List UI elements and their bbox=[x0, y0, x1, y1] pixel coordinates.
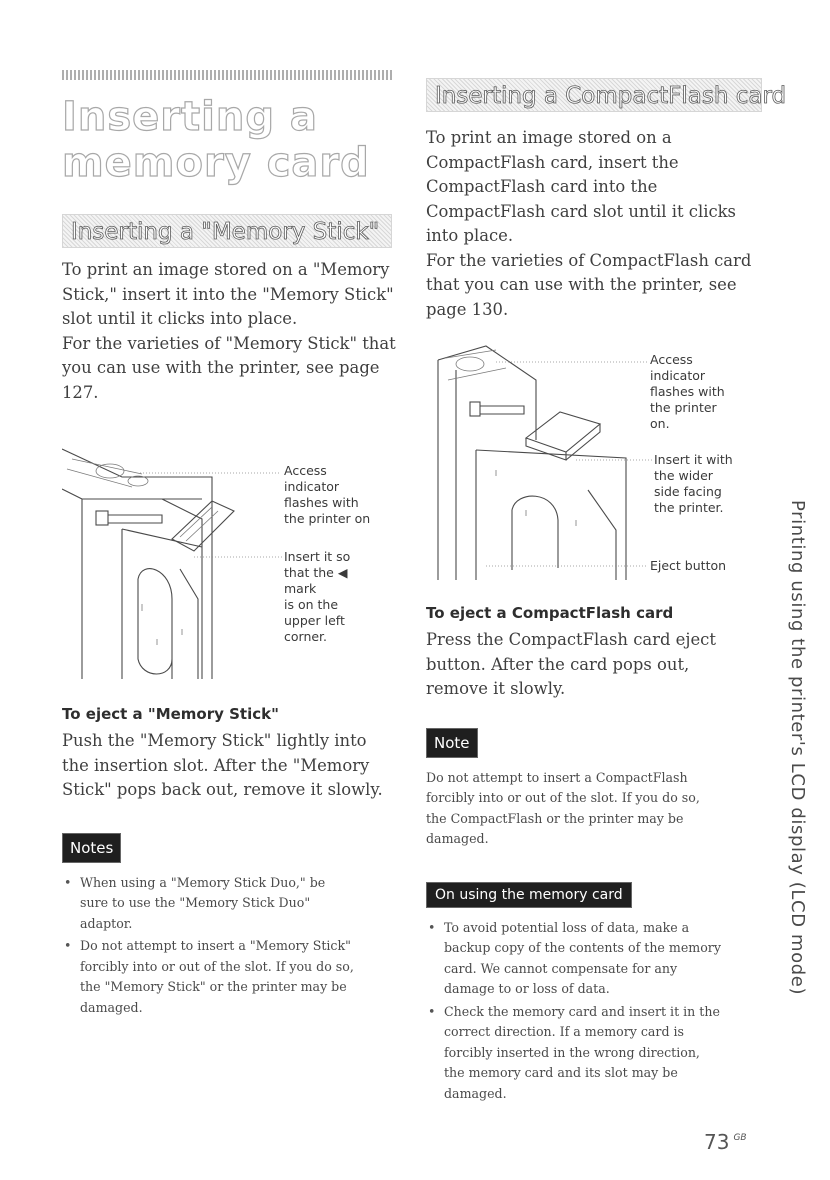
text-line: Push the "Memory Stick" lightly into bbox=[62, 731, 367, 750]
memory-stick-intro bbox=[62, 258, 398, 405]
section-title: Inserting a CompactFlash card bbox=[435, 83, 787, 109]
section-header-memory-stick bbox=[62, 214, 392, 248]
chapter-title: Inserting a memory card bbox=[62, 94, 370, 186]
cf-insert-direction-callout bbox=[654, 452, 733, 516]
note-line: forcibly into or out of the slot. If you do so, bbox=[426, 790, 700, 805]
note-item bbox=[62, 873, 398, 935]
note-line: the memory card and its slot may be bbox=[444, 1065, 678, 1080]
callout-line: Access bbox=[650, 352, 693, 367]
callout-line: upper left bbox=[284, 613, 345, 628]
compactflash-note bbox=[426, 768, 762, 850]
callout-line: the printer on bbox=[284, 511, 371, 526]
memory-card-usage-badge: On using the memory card bbox=[426, 882, 632, 908]
text-line: For the varieties of CompactFlash card bbox=[426, 250, 752, 270]
page-number bbox=[704, 1130, 747, 1154]
memory-stick-illustration bbox=[62, 429, 398, 685]
note-line: • When using a "Memory Stick Duo," be bbox=[80, 874, 326, 890]
note-line: damage to or loss of data. bbox=[444, 981, 610, 996]
note-line: • Check the memory card and insert it in the bbox=[444, 1003, 720, 1019]
text-line: page 130. bbox=[426, 299, 509, 319]
callout-line: is on the bbox=[284, 597, 339, 612]
page-region-suffix: GB bbox=[733, 1133, 747, 1143]
compactflash-illustration bbox=[426, 340, 762, 588]
text-line: remove it slowly. bbox=[426, 679, 566, 698]
text-line: CompactFlash card into the bbox=[426, 177, 658, 196]
callout-line: Insert it so bbox=[284, 549, 351, 564]
chapter-side-tab bbox=[778, 500, 818, 996]
text-line: button. After the card pops out, bbox=[426, 654, 690, 674]
eject-memory-stick-heading: To eject a "Memory Stick" bbox=[62, 705, 279, 723]
note-badge: Note bbox=[426, 728, 478, 758]
text-line: CompactFlash card slot until it clicks bbox=[426, 201, 736, 221]
right-column bbox=[426, 78, 787, 1106]
callout-line: on. bbox=[650, 416, 670, 431]
note-line: adaptor. bbox=[80, 915, 133, 931]
eject-memory-stick-text bbox=[62, 729, 398, 803]
text-line: the insertion slot. After the "Memory bbox=[62, 755, 370, 775]
note-line: the "Memory Stick" or the printer may be bbox=[80, 979, 347, 994]
text-line: into place. bbox=[426, 226, 514, 245]
callout-line: indicator bbox=[284, 479, 340, 494]
insert-direction-callout bbox=[284, 549, 350, 645]
note-line: • Do not attempt to insert a "Memory Stick" bbox=[80, 938, 351, 953]
text-line: To print an image stored on a bbox=[426, 128, 672, 147]
note-item bbox=[426, 918, 762, 1000]
text-line: For the varieties of "Memory Stick" that bbox=[62, 333, 396, 353]
notes-badge: Notes bbox=[62, 833, 121, 863]
callout-line: that the ◀ bbox=[284, 565, 348, 580]
callout-line: the printer. bbox=[654, 500, 724, 515]
note-line: correct direction. If a memory card is bbox=[444, 1024, 684, 1039]
section-title: Inserting a "Memory Stick" bbox=[71, 219, 380, 245]
callout-line: the wider bbox=[654, 468, 713, 483]
note-line: damaged. bbox=[80, 999, 143, 1015]
text-line: Stick" pops back out, remove it slowly. bbox=[62, 780, 383, 799]
callout-line: Access bbox=[284, 463, 327, 478]
callout-line: side facing bbox=[654, 484, 722, 499]
note-line: sure to use the "Memory Stick Duo" bbox=[80, 895, 311, 910]
memory-card-usage-list bbox=[426, 918, 762, 1105]
callout-line: flashes with bbox=[650, 384, 725, 399]
callout-line: Insert it with bbox=[654, 452, 733, 467]
note-line: forcibly into or out of the slot. If you do so, bbox=[80, 958, 354, 974]
cf-access-indicator-callout bbox=[650, 352, 725, 432]
text-line: that you can use with the printer, see bbox=[426, 275, 737, 294]
text-line: Stick," insert it into the "Memory Stick" bbox=[62, 284, 394, 304]
note-line: damaged. bbox=[426, 831, 489, 846]
text-line: 127. bbox=[62, 382, 99, 402]
note-item bbox=[62, 936, 398, 1018]
note-line: card. We cannot compensate for any bbox=[444, 960, 678, 976]
note-line: • To avoid potential loss of data, make a bbox=[444, 919, 690, 935]
left-column bbox=[62, 70, 398, 1020]
text-line: CompactFlash card, insert the bbox=[426, 152, 679, 172]
page-number-value: 73 bbox=[704, 1130, 730, 1154]
note-line: backup copy of the contents of the memory bbox=[444, 940, 721, 955]
chapter-side-label: Printing using the printer's LCD display (LCD mode) bbox=[787, 500, 808, 996]
text-line: Press the CompactFlash card eject bbox=[426, 630, 716, 649]
section-header-compactflash bbox=[426, 78, 787, 112]
title-dotted-rule bbox=[62, 70, 392, 80]
note-line: forcibly inserted in the wrong direction, bbox=[444, 1044, 700, 1060]
note-line: the CompactFlash or the printer may be bbox=[426, 810, 684, 826]
access-indicator-callout bbox=[284, 463, 370, 527]
eject-compactflash-heading: To eject a CompactFlash card bbox=[426, 604, 674, 622]
callout-line: mark bbox=[284, 581, 317, 596]
callout-line: corner. bbox=[284, 629, 328, 644]
callout-line: the printer bbox=[650, 400, 717, 415]
notes-list bbox=[62, 873, 398, 1019]
note-item bbox=[426, 1002, 762, 1105]
callout-line: flashes with bbox=[284, 495, 359, 510]
text-line: you can use with the printer, see page bbox=[62, 358, 380, 377]
note-line: damaged. bbox=[444, 1085, 507, 1101]
note-line: Do not attempt to insert a CompactFlash bbox=[426, 769, 688, 785]
text-line: To print an image stored on a "Memory bbox=[62, 260, 390, 279]
callout-line: Eject button bbox=[650, 558, 727, 573]
callout-line: indicator bbox=[650, 368, 706, 383]
eject-button-callout bbox=[650, 558, 726, 574]
compactflash-intro bbox=[426, 126, 762, 322]
text-line: slot until it clicks into place. bbox=[62, 309, 298, 328]
eject-compactflash-text bbox=[426, 628, 762, 702]
